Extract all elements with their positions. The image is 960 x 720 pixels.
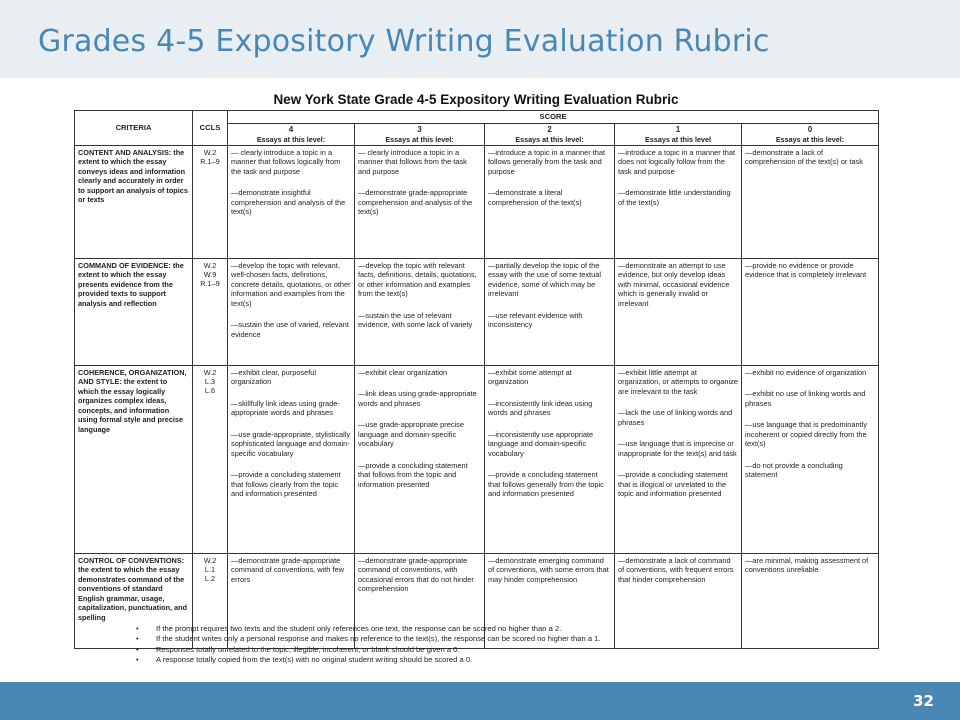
descriptor-text: —use grade-appropriate, stylistically sophisticated language and domain-specific vocabulary [231,429,351,458]
ccls-standard: R.1–9 [200,279,220,289]
ccls-cell [193,145,228,258]
descriptor-text: —develop the topic with relevant, well-chosen facts, definitions, concrete details, quotations, or other information and examples from the text(s) [231,260,351,308]
score-cell [485,145,615,258]
descriptor-text: —exhibit clear organization [358,367,448,377]
scoring-notes [134,624,894,665]
footer-bar [0,682,960,720]
descriptor-text: —introduce a topic in a manner that follows generally from the task and purpose [488,147,606,176]
descriptor-text: —exhibit little attempt at organization, or attempts to organize are irrelevant to the task [618,367,738,396]
descriptor-text: —exhibit no use of linking words and phrases [745,389,866,408]
score-cell [485,258,615,365]
ccls-cell [193,258,228,365]
rubric-row [75,258,879,365]
slide-title: Grades 4-5 Expository Writing Evaluation Rubric [38,24,770,59]
descriptor-text: —demonstrate a literal comprehension of the text(s) [488,188,582,207]
descriptor-text: —demonstrate a lack of comprehension of the text(s) or task [745,147,863,167]
descriptor-text: —demonstrate a lack of command of conventions, with frequent errors that hinder comprehension [618,555,734,584]
descriptor-text: —demonstrate emerging command of conventions, with some errors that may hinder comprehension [488,555,609,584]
descriptor-text: —partially develop the topic of the essay with the use of some textual evidence, some of which may be irrelevant [488,260,601,299]
slide-header [0,0,960,78]
criteria-cell: COMMAND OF EVIDENCE: the extent to which the essay presents evidence from the provided texts to support analysis and reflection [75,258,193,365]
ccls-cell [193,365,228,553]
header-ccls: CCLS [193,111,228,146]
note-item: • Responses totally unrelated to the topic, illegible, incoherent, or blank should be given a 0. [134,645,894,655]
descriptor-text: —provide a concluding statement that follows from the topic and information presented [358,460,468,489]
page-number: 32 [913,692,934,710]
score-cell [355,258,485,365]
descriptor-text: —exhibit clear, purposeful organization [231,367,317,387]
criteria-cell: COHERENCE, ORGANIZATION, AND STYLE: the extent to which the essay logically organizes complex ideas, concepts, and information using formal style and precise language [75,365,193,553]
score-cell [228,365,355,553]
score-cell [228,258,355,365]
rubric-title: New York State Grade 4-5 Expository Writing Evaluation Rubric [273,92,679,107]
criteria-cell: CONTROL OF CONVENTIONS: the extent to which the essay demonstrates command of the conventions of standard English grammar, usage, capitalization, punctuation, and spelling [75,553,193,648]
score-cell [615,365,742,553]
ccls-standard: L.3 [204,377,216,387]
score-cell [742,365,879,553]
descriptor-text: —use language that is predominantly incoherent or copied directly from the text(s) [745,420,868,449]
header-level-2: 2 Essays at this level: [485,123,615,145]
descriptor-text: —demonstrate grade-appropriate command of conventions, with few errors [231,555,344,584]
descriptor-text: —provide a concluding statement that follows generally from the topic and information presented [488,470,604,499]
descriptor-text: —use relevant evidence with inconsistency [488,310,583,330]
ccls-standard: W.2 [203,147,217,157]
rubric-row [75,145,879,258]
descriptor-text: —skillfully link ideas using grade-appropriate words and phrases [231,398,340,418]
descriptor-text: —provide a concluding statement that follows clearly from the topic and information presented [231,470,341,499]
score-cell [228,145,355,258]
header-criteria: CRITERIA [75,111,193,146]
ccls-standard: L.2 [204,574,216,584]
descriptor-text: —demonstrate insightful comprehension and analysis of the text(s) [231,188,346,217]
header-score: SCORE [228,111,879,124]
header-level-3: 3 Essays at this level: [355,123,485,145]
criteria-cell: CONTENT AND ANALYSIS: the extent to which the essay conveys ideas and information clearly and accurately in order to support an analysis of topics or texts [75,145,193,258]
descriptor-text: —demonstrate little understanding of the text(s) [618,188,731,207]
ccls-standard: L.1 [204,565,216,575]
descriptor-text: —demonstrate an attempt to use evidence, but only develop ideas with minimal, occasional evidence which is generally invalid or irrelevant [618,260,730,308]
descriptor-text: —inconsistently use appropriate language and domain-specific vocabulary [488,429,594,458]
ccls-standard: W.2 [203,367,217,377]
note-item: • A response totally copied from the text(s) with no original student writing should be scored a 0. [134,655,894,665]
descriptor-text: —demonstrate grade-appropriate command of conventions, with occasional errors that do not hinder comprehension [358,555,474,594]
header-level-4: 4 Essays at this level: [228,123,355,145]
ccls-standard: W.2 [203,555,217,565]
descriptor-text: —sustain the use of varied, relevant evidence [231,320,349,339]
ccls-standard: W.2 [203,260,217,270]
header-level-0: 0 Essays at this level: [742,123,879,145]
note-item: • If the student writes only a personal response and makes no reference to the text(s), the response can be scored no higher than a 1. [134,634,894,644]
descriptor-text: — clearly introduce a topic in a manner that follows logically from the task and purpose [231,147,341,176]
score-cell [742,258,879,365]
descriptor-text: —use grade-appropriate precise language and domain-specific vocabulary [358,420,464,449]
descriptor-text: —develop the topic with relevant facts, definitions, details, quotations, or other information and examples from the text(s) [358,260,477,299]
score-cell [485,365,615,553]
score-cell [615,258,742,365]
ccls-standard: W.9 [203,270,217,280]
score-cell [355,145,485,258]
header-level-1: 1 Essays at this level [615,123,742,145]
descriptor-text: —provide no evidence or provide evidence that is completely irrelevant [745,260,867,280]
score-cell [742,145,879,258]
descriptor-text: — clearly introduce a topic in a manner that follows from the task and purpose [358,147,467,176]
descriptor-text: —do not provide a concluding statement [745,460,843,480]
descriptor-text: —provide a concluding statement that is illogical or unrelated to the topic and information presented [618,470,728,499]
descriptor-text: —are minimal, making assessment of conventions unreliable [745,555,869,575]
descriptor-text: —exhibit no evidence of organization [745,367,867,377]
ccls-standard: L.6 [204,386,216,396]
descriptor-text: —introduce a topic in a manner that does not logically follow from the task and purpose [618,147,736,176]
rubric-table [74,110,879,649]
descriptor-text: —lack the use of linking words and phrases [618,408,733,427]
descriptor-text: —inconsistently link ideas using words and phrases [488,398,593,418]
descriptor-text: —sustain the use of relevant evidence, with some lack of variety [358,310,473,330]
rubric-row [75,365,879,553]
score-cell [355,365,485,553]
score-cell [615,145,742,258]
descriptor-text: —exhibit some attempt at organization [488,367,572,387]
descriptor-text: —use language that is imprecise or inappropriate for the text(s) and task [618,439,737,458]
ccls-standard: R.1–9 [200,157,220,167]
descriptor-text: —link ideas using grade-appropriate words and phrases [358,389,477,408]
descriptor-text: —demonstrate grade-appropriate comprehension and analysis of the text(s) [358,188,473,217]
note-item: • If the prompt requires two texts and the student only references one text, the response can be scored no higher than a 2. [134,624,894,634]
rubric-body [75,145,879,648]
